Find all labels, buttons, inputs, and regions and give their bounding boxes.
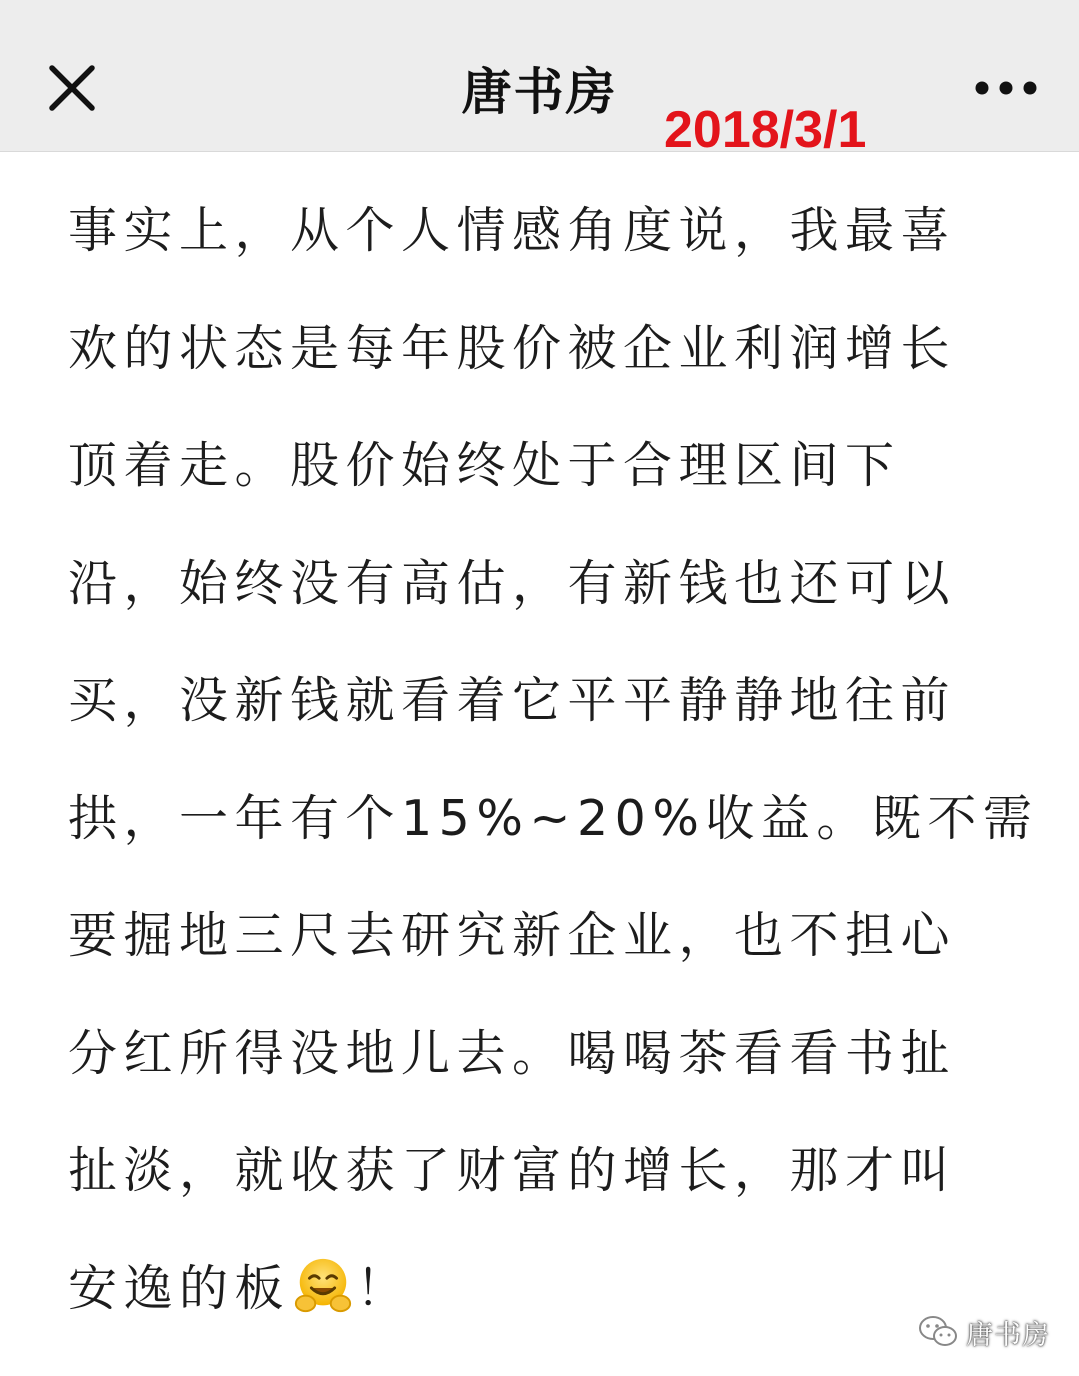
page-title: 唐书房: [461, 63, 618, 121]
article-line: 分红所得没地儿去。喝喝茶看看书扯: [68, 1024, 957, 1082]
article-line: 买，没新钱就看着它平平静静地往前: [68, 672, 957, 729]
article-last-line: [68, 1230, 1018, 1348]
watermark-text: 唐书房: [966, 1319, 1050, 1351]
more-horizontal-icon: [968, 72, 1044, 104]
article-body: [68, 172, 1039, 1347]
article-line: 要掘地三尺去研究新企业，也不担心: [68, 907, 957, 964]
article-line: 沿，始终没有高估，有新钱也还可以: [68, 554, 957, 612]
article-line: 欢的状态是每年股价被企业利润增长: [68, 319, 957, 377]
wechat-watermark: [918, 1312, 1050, 1352]
more-options-button[interactable]: [968, 72, 1044, 104]
article-line: 顶着走。股价始终处于合理区间下: [68, 437, 901, 494]
top-nav-bar: [0, 0, 1079, 152]
article-last-line-suffix: ！: [356, 1259, 412, 1317]
article-line: 拱，一年有个15%~20%收益。既不需: [68, 789, 1039, 847]
date-stamp: 2018/3/1: [664, 101, 867, 159]
hugging-face-emoji: [292, 1255, 354, 1317]
article-last-line-text: 安逸的板: [68, 1259, 291, 1317]
article-line: 扯淡，就收获了财富的增长，那才叫: [68, 1142, 957, 1199]
wechat-icon: [918, 1315, 958, 1349]
article-line: 事实上，从个人情感角度说，我最喜: [68, 202, 957, 259]
